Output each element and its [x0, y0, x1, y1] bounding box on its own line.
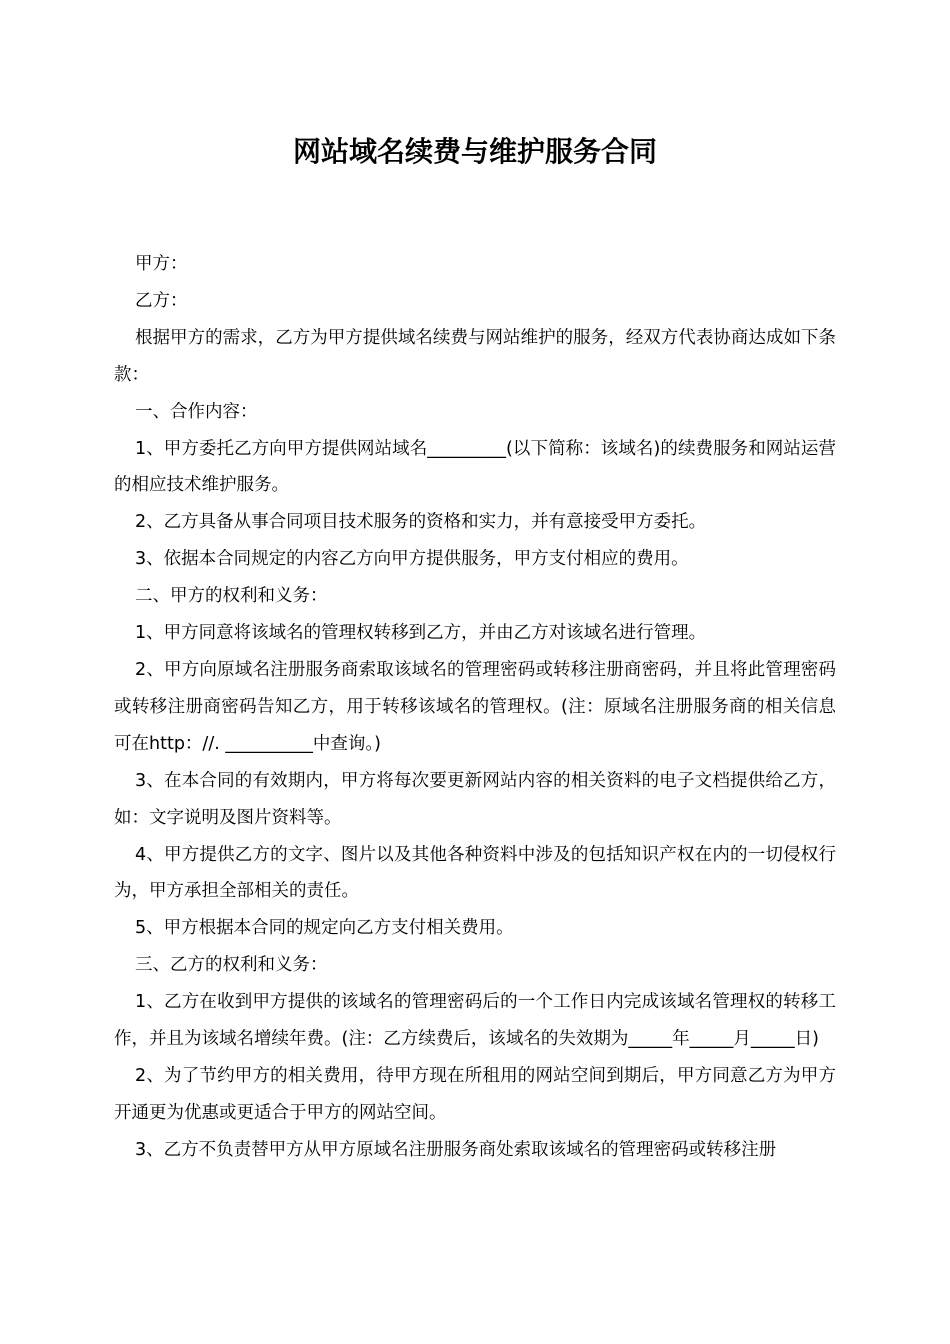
- party-a-line: 甲方：: [135, 254, 188, 274]
- clause-2-2: 2、甲方向原域名注册服务商索取该域名的管理密码或转移注册商密码，并且将此管理密码或转移注册商密码告知乙方，用于转移该域名的管理权。(注：原域名注册服务商的相关信息可在http：//. __________中查询。): [114, 659, 836, 754]
- section-heading-party-a: 二、甲方的权利和义务：: [135, 586, 328, 607]
- clause-2-1: 1、甲方同意将该域名的管理权转移到乙方，并由乙方对该域名进行管理。: [135, 623, 707, 644]
- clause-3-1: 1、乙方在收到甲方提供的该域名的管理密码后的一个工作日内完成该域名管理权的转移工作，并且为该域名增续年费。(注：乙方续费后，该域名的失效期为_____年_____月_____日): [114, 992, 836, 1050]
- clause-2-4: 4、甲方提供乙方的文字、图片以及其他各种资料中涉及的包括知识产权在内的一切侵权行为，甲方承担全部相关的责任。: [114, 844, 836, 902]
- clause-3-3: 3、乙方不负责替甲方从甲方原域名注册服务商处索取该域名的管理密码或转移注册: [135, 1139, 777, 1160]
- clause-1-3: 3、依据本合同规定的内容乙方向甲方提供服务，甲方支付相应的费用。: [135, 549, 689, 570]
- clause-3-2: 2、为了节约甲方的相关费用，待甲方现在所租用的网站空间到期后，甲方同意乙方为甲方开通更为优惠或更适合于甲方的网站空间。: [114, 1065, 836, 1123]
- clause-2-5: 5、甲方根据本合同的规定向乙方支付相关费用。: [135, 918, 514, 939]
- section-heading-party-b: 三、乙方的权利和义务：: [135, 955, 328, 976]
- document-title: 网站域名续费与维护服务合同: [292, 135, 657, 168]
- section-heading-cooperation: 一、合作内容：: [135, 401, 258, 422]
- document-body: [114, 246, 836, 1169]
- clause-1-2: 2、乙方具备从事合同项目技术服务的资格和实力，并有意接受甲方委托。: [135, 512, 707, 533]
- party-b-line: 乙方：: [135, 290, 188, 311]
- preamble-paragraph: 根据甲方的需求，乙方为甲方提供域名续费与网站维护的服务，经双方代表协商达成如下条款：: [114, 327, 836, 385]
- clause-1-1: 1、甲方委托乙方向甲方提供网站域名_________(以下简称：该域名)的续费服务和网站运营的相应技术维护服务。: [114, 438, 836, 496]
- clause-2-3: 3、在本合同的有效期内，甲方将每次要更新网站内容的相关资料的电子文档提供给乙方，如：文字说明及图片资料等。: [114, 770, 836, 828]
